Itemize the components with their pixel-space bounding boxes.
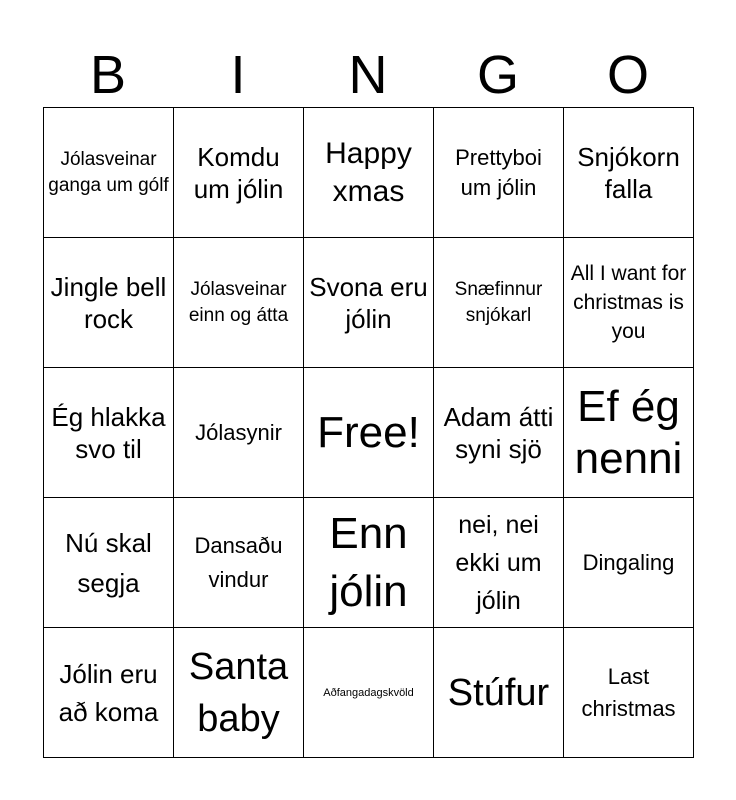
bingo-board <box>43 107 694 758</box>
cell-text: Jólasynir <box>195 419 282 445</box>
bingo-cell[interactable] <box>564 498 694 628</box>
cell-text: Enn jólin <box>329 508 408 616</box>
cell-text: Santa baby <box>188 645 289 740</box>
cell-text: Free! <box>317 407 420 457</box>
bingo-cell[interactable] <box>44 498 174 628</box>
cell-text: Jingle bell rock <box>50 271 167 334</box>
bingo-cell[interactable] <box>174 498 304 628</box>
bingo-cell[interactable] <box>44 628 174 758</box>
cell-text: Dingaling <box>582 549 675 575</box>
cell-text: Svona eru jólin <box>309 271 428 334</box>
cell-text: Prettyboi um jólin <box>455 144 542 200</box>
bingo-cell[interactable] <box>174 108 304 238</box>
bingo-cell[interactable] <box>304 498 434 628</box>
bingo-cell-free[interactable] <box>304 368 434 498</box>
cell-text: Dansaðu vindur <box>194 532 283 592</box>
cell-text: nei, nei ekki um jólin <box>455 510 542 615</box>
cell-text: Adam átti syni sjö <box>443 401 554 464</box>
cell-text: Jólasveinar einn og átta <box>188 278 289 326</box>
bingo-cell[interactable] <box>304 628 434 758</box>
bingo-cell[interactable] <box>304 108 434 238</box>
cell-text: Ég hlakka svo til <box>51 401 166 464</box>
bingo-cell[interactable] <box>434 238 564 368</box>
bingo-cell[interactable] <box>434 628 564 758</box>
cell-text: Happy xmas <box>325 136 412 208</box>
board-row <box>44 238 694 368</box>
board-row <box>44 368 694 498</box>
bingo-cell[interactable] <box>564 238 694 368</box>
cell-text: Stúfur <box>447 671 550 714</box>
bingo-cell[interactable] <box>44 368 174 498</box>
bingo-cell[interactable] <box>44 238 174 368</box>
cell-text: Snjókorn falla <box>577 141 680 204</box>
header-letter-g: G <box>476 45 519 105</box>
cell-text: Nú skal segja <box>65 527 152 598</box>
cell-text: Snæfinnur snjókarl <box>454 278 543 326</box>
header-letter-n: N <box>348 45 388 105</box>
cell-text: Aðfangadagskvöld <box>323 686 414 699</box>
bingo-cell[interactable] <box>564 368 694 498</box>
bingo-cell[interactable] <box>564 108 694 238</box>
board-row <box>44 498 694 628</box>
header-letter-b: B <box>89 45 127 105</box>
cell-text: Jólasveinar ganga um gólf <box>48 148 169 196</box>
header-letter-o: O <box>606 45 649 105</box>
bingo-cell[interactable] <box>564 628 694 758</box>
bingo-cell[interactable] <box>174 628 304 758</box>
bingo-cell[interactable] <box>174 238 304 368</box>
bingo-cell[interactable] <box>44 108 174 238</box>
bingo-cell[interactable] <box>174 368 304 498</box>
bingo-cell[interactable] <box>434 498 564 628</box>
header-letter-i: I <box>230 45 246 105</box>
board-row <box>44 628 694 758</box>
cell-text: All I want for christmas is you <box>570 262 687 343</box>
bingo-cell[interactable] <box>434 368 564 498</box>
bingo-cell[interactable] <box>304 238 434 368</box>
cell-text: Jólin eru að koma <box>58 658 159 727</box>
board-row <box>44 108 694 238</box>
cell-text: Last christmas <box>581 663 676 721</box>
cell-text: Ef ég nenni <box>574 381 683 483</box>
bingo-header <box>43 44 693 106</box>
cell-text: Komdu um jólin <box>193 141 284 204</box>
bingo-cell[interactable] <box>434 108 564 238</box>
